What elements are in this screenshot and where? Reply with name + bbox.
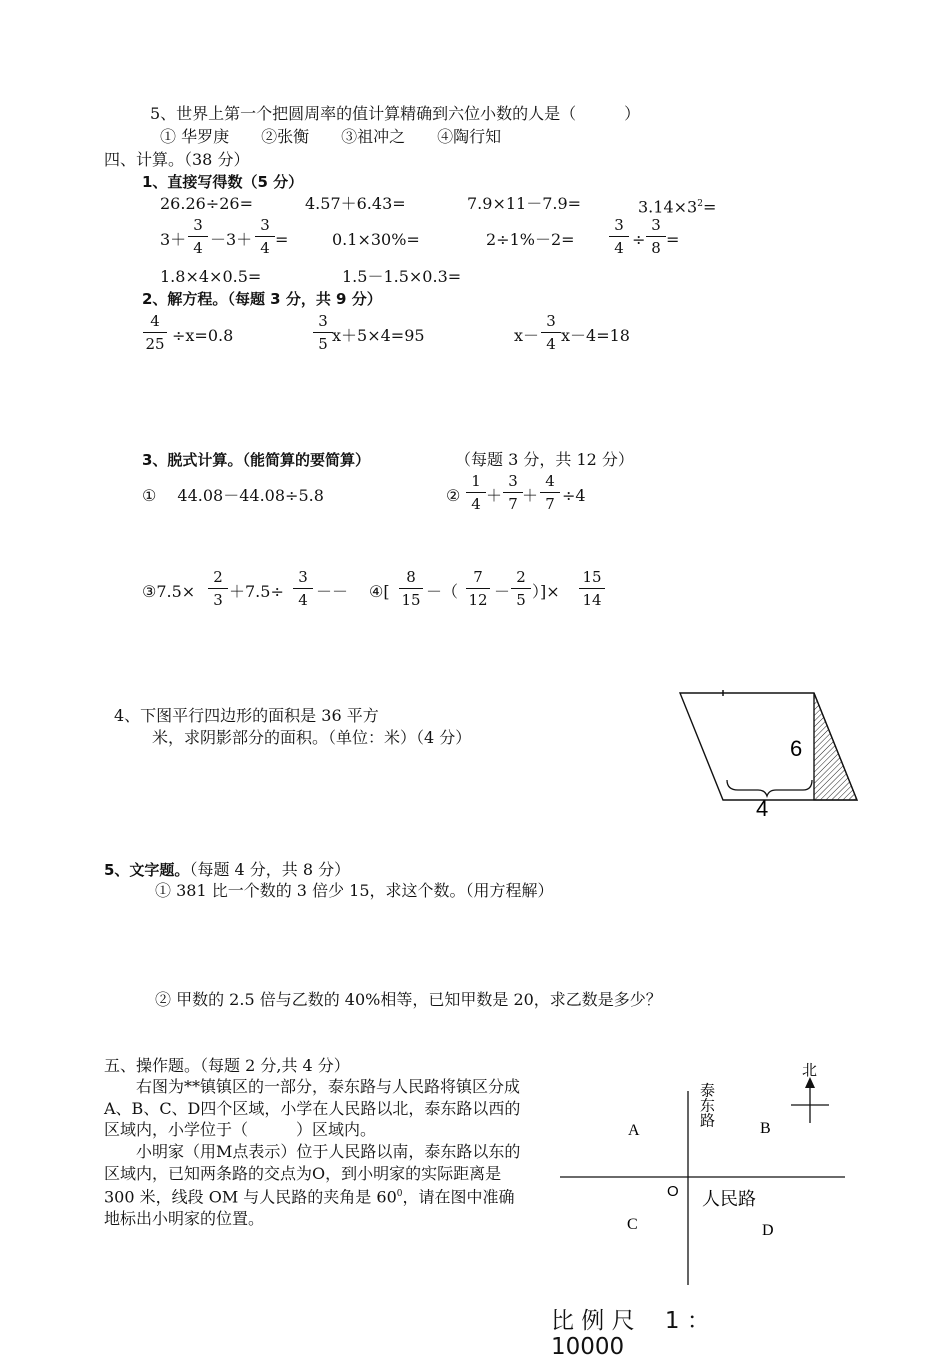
calc-2-1-a: 3＋ [160,230,187,249]
fraction: 2 5 [511,567,531,610]
expression-2-c: ＋ [522,486,539,505]
calc-2-4-eq: = [666,230,680,249]
part-3-title: 3、脱式计算。（能简算的要简算） [142,451,370,469]
part-5-heading: 5、文字题。（每题 4 分，共 8 分） [104,860,351,879]
road-ns-label: 泰东路 [698,1082,716,1128]
fraction: 3 4 [609,215,629,258]
region-b: B [760,1120,771,1137]
word-problem-2: ② 甲数的 2.5 倍与乙数的 40%相等，已知甲数是 20，求乙数是多少？ [155,990,662,1009]
calc-2-1-b: －3＋ [210,230,253,249]
fraction: 7 12 [466,567,490,610]
calc-1-4: $3.14\times 3^2=$ [638,197,717,217]
road-ew-label: 人民路 [702,1189,756,1210]
part-3-score: （每题 3 分，共 12 分） [455,450,634,469]
expression-4-c: － [494,582,511,601]
fraction: 2 3 [208,567,228,610]
expression-3-a: ③7.5× [142,582,196,601]
expression-4-a: ④[ [369,582,390,601]
scale-value: 10000 [551,1334,625,1360]
base-label: 4 [756,796,769,821]
fraction: 3 4 [541,311,561,354]
parallelogram-figure [670,684,870,824]
equation-3-b: x－4=18 [561,326,630,345]
expression-4-b: －（ [426,582,459,601]
town-map [555,1055,855,1295]
calc-1-3: 7.9×11－7.9= [467,194,582,213]
section-5-title: 五、操作题。（每题 2 分,共 4 分） [104,1056,350,1075]
calc-3-2: 1.5－1.5×0.3= [342,267,462,286]
expression-1: ① 44.08－44.08÷5.8 [142,486,324,505]
shaded-triangle [814,693,857,800]
part-4-line-2: 米，求阴影部分的面积。（单位：米）（4 分） [152,728,472,747]
expression-2-d: ÷4 [562,486,586,505]
question-5-text: 5、世界上第一个把圆周率的值计算精确到六位小数的人是（ ） [150,104,641,123]
operation-paragraph-1: 右图为**镇镇区的一部分，泰东路与人民路将镇区分成A、B、C、D四个区域，小学在人民路以北，泰东路以西的区域内，小学位于（ ）区域内。 [104,1077,521,1139]
expression-3-b: ＋7.5÷ [229,582,284,601]
fraction: 3 7 [503,471,523,514]
fraction: 3 4 [293,567,313,610]
expression-2-b: ＋ [486,486,503,505]
height-label: 6 [790,736,803,761]
operation-paragraph-2: 小明家（用M点表示）位于人民路以南，泰东路以东的区域内，已知两条路的交点为O，到小明家的实际距离是 300 米，线段 OM 与人民路的夹角是 $60^0$，请在图中准确地标出小明家的位置。 [104,1142,521,1228]
calc-2-4-op: ÷ [632,230,646,249]
fraction: 4 25 [143,311,167,354]
fraction: 3 5 [313,311,333,354]
fraction: 1 4 [466,471,486,514]
expression-2-a: ② [446,486,461,505]
base-brace [727,780,812,796]
fraction: 3 4 [255,215,275,258]
question-5-options: ① 华罗庚 ②张衡 ③祖冲之 ④陶行知 [160,127,502,146]
equation-2: x＋5×4=95 [332,326,425,345]
fraction: 15 14 [579,567,605,610]
part-4-line-1: 4、下图平行四边形的面积是 36 平方 [114,706,379,725]
north-label: 北 [802,1061,818,1079]
fraction: 3 8 [646,215,666,258]
expression-4-d: ）]× [532,582,560,601]
region-d: D [762,1222,774,1239]
fraction: 3 4 [188,215,208,258]
region-a: A [628,1122,640,1139]
region-c: C [627,1216,638,1233]
equation-3-a: x－ [514,326,540,345]
fraction: 8 15 [399,567,423,610]
scale-label: 比 例 尺 1 ： [551,1308,710,1334]
calc-2-2: 0.1×30%= [332,230,420,249]
fraction: 4 7 [540,471,560,514]
word-problem-1: ① 381 比一个数的 3 倍少 15，求这个数。（用方程解） [155,881,554,900]
calc-2-1-c: = [275,230,289,249]
calc-3-1: 1.8×4×0.5= [160,267,262,286]
part-1-title: 1、直接写得数（5 分） [142,173,304,191]
section-4-title: 四、计算。（38 分） [104,150,250,169]
calc-1-2: 4.57＋6.43= [305,194,406,213]
part-2-title: 2、解方程。（每题 3 分，共 9 分） [142,290,382,308]
equation-1: ÷x=0.8 [172,326,234,345]
expression-3-c: －－ [316,582,349,601]
calc-2-3: 2÷1%－2= [486,230,575,249]
calc-1-1: 26.26÷26= [160,194,253,213]
origin-label: O [667,1183,679,1200]
